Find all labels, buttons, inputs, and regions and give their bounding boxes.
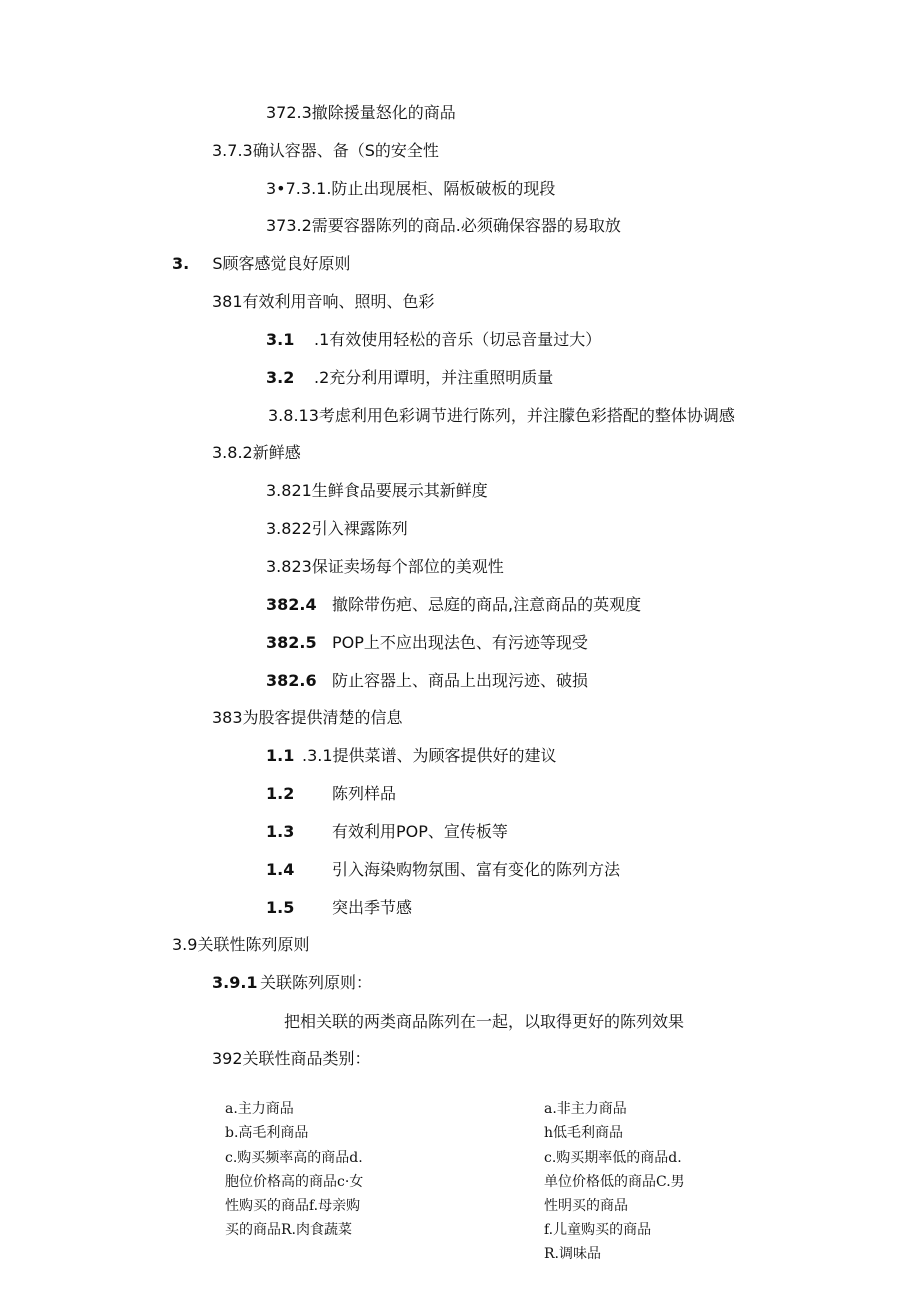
outline-line: 1.2 陈列样品 (266, 784, 397, 803)
outline-line: 3.1 .1有效使用轻松的音乐（切忌音量过大） (266, 330, 602, 349)
item-number: 3.1 (266, 330, 295, 349)
outline-line: 3.823保证卖场每个部位的美观性 (266, 557, 504, 576)
list-item: c.购买期率低的商品d. (544, 1150, 682, 1166)
item-number: 3.9.1 (212, 973, 258, 992)
item-number: 1.5 (266, 898, 295, 917)
section-number: 3. (172, 254, 190, 273)
item-number: 382.5 (266, 633, 317, 652)
item-number: 1.3 (266, 822, 295, 841)
outline-heading: 392关联性商品类别： (212, 1049, 371, 1068)
outline-line: 3•7.3.1.防止出现展柜、隔板破板的现段 (266, 179, 556, 198)
list-item: R.调味品 (544, 1246, 601, 1262)
list-item: 买的商品R.肉食蔬菜 (225, 1222, 352, 1238)
outline-line: 382.4 撤除带伤疤、忌庭的商品,注意商品的英观度 (266, 595, 642, 614)
list-item: 单位价格低的商品C.男 (544, 1174, 685, 1190)
list-item: 性明买的商品 (544, 1198, 628, 1214)
outline-line: 382.5 POP上不应出现法色、有污迹等现受 (266, 633, 588, 652)
list-item: c.购买频率高的商品d. (225, 1150, 363, 1166)
list-item: h低毛利商品 (544, 1125, 624, 1141)
outline-line: 1.5 突出季节感 (266, 898, 413, 917)
list-item: a.非主力商品 (544, 1101, 627, 1117)
outline-line: 3.2 .2充分利用谭明，并注重照明质量 (266, 368, 554, 387)
item-number: 1.1 (266, 746, 295, 765)
outline-line: 1.3 有效利用POP、宣传板等 (266, 822, 508, 841)
item-number: 3.2 (266, 368, 295, 387)
item-number: 1.2 (266, 784, 295, 803)
outline-line: 3.821生鲜食品要展示其新鲜度 (266, 481, 488, 500)
outline-line: 3.8.13考虑利用色彩调节进行陈列，并注朦色彩搭配的整体协调感 (268, 406, 735, 425)
outline-line: 1.1 .3.1提供菜谱、为顾客提供好的建议 (266, 746, 557, 765)
list-item: 胞位价格高的商品c·女 (225, 1174, 364, 1190)
outline-line: 372.3撤除援量怒化的商品 (266, 103, 456, 122)
outline-heading: 3.8.2新鲜感 (212, 443, 301, 462)
list-item: f.儿童购买的商品 (544, 1222, 652, 1238)
body-paragraph: 把相关联的两类商品陈列在一起，以取得更好的陈列效果 (284, 1012, 685, 1031)
list-item: b.高毛利商品 (225, 1125, 309, 1141)
outline-line: 373.2需要容器陈列的商品.必须确保容器的易取放 (266, 216, 621, 235)
section-heading: 3. S顾客感觉良好原则 (172, 254, 351, 273)
item-number: 382.4 (266, 595, 317, 614)
outline-line: 3.822引入裸露陈列 (266, 519, 408, 538)
item-number: 1.4 (266, 860, 295, 879)
outline-heading: 381有效利用音响、照明、色彩 (212, 292, 435, 311)
section-heading: 3.9关联性陈列原则 (172, 935, 310, 954)
outline-heading: 3.9.1 关联陈列原则： (212, 973, 373, 992)
item-number: 382.6 (266, 671, 317, 690)
outline-heading: 3.7.3确认容器、备（S的安全性 (212, 141, 439, 160)
list-item: 性购买的商品f.母亲购 (225, 1198, 361, 1214)
outline-line: 1.4 引入海染购物氛围、富有变化的陈列方法 (266, 860, 621, 879)
outline-heading: 383为股客提供清楚的信息 (212, 708, 403, 727)
list-item: a.主力商品 (225, 1101, 294, 1117)
outline-line: 382.6 防止容器上、商品上出现污迹、破损 (266, 671, 589, 690)
